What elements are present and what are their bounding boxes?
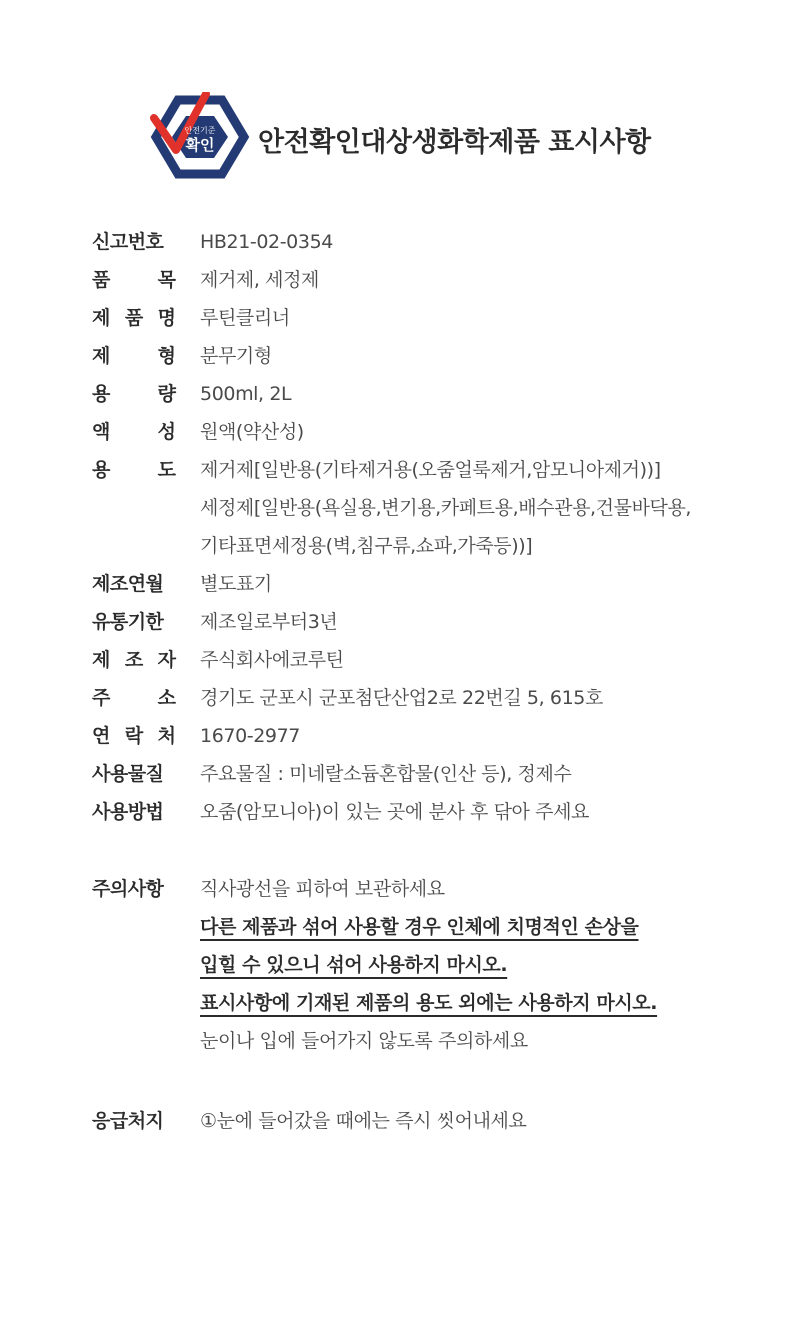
logo-small-text: 안전기준 [184, 126, 216, 135]
field-label: 주 소 [92, 687, 176, 709]
caution-label: 주의사항 [92, 878, 164, 900]
page-title: 안전확인대상생화학제품 표시사항 [258, 127, 651, 158]
field-value: 제조일로부터3년 [200, 611, 338, 633]
field-label: 액 성 [92, 421, 176, 443]
field-label: 유통기한 [92, 611, 164, 633]
field-value: HB21-02-0354 [200, 231, 333, 253]
field-value: 루틴클리너 [200, 307, 290, 329]
field-label: 신고번호 [92, 231, 164, 253]
header [0, 92, 800, 182]
field-label: 사용물질 [92, 763, 164, 785]
field-label: 제 형 [92, 345, 176, 367]
field-value: 1670-2977 [200, 725, 300, 747]
logo-big-text: 확인 [185, 136, 215, 154]
field-value: 오줌(암모니아)이 있는 곳에 분사 후 닦아 주세요 [200, 801, 589, 823]
caution-line: 직사광선을 피하여 보관하세요 [200, 878, 445, 900]
field-value: 경기도 군포시 군포첨단산업2로 22번길 5, 615호 [200, 687, 603, 709]
field-value: 별도표기 [200, 573, 272, 595]
usage-line: 세정제[일반용(욕실용,변기용,카페트용,배수관용,건물바닥용, [200, 497, 692, 519]
caution-warning-line: 다른 제품과 섞어 사용할 경우 인체에 치명적인 손상을 [200, 916, 639, 938]
first-aid-label: 응급처지 [92, 1110, 164, 1132]
field-label: 사용방법 [92, 801, 164, 823]
field-label: 제조연월 [92, 573, 164, 595]
caution-line: 눈이나 입에 들어가지 않도록 주의하세요 [200, 1030, 528, 1052]
field-value: 주식회사에코루틴 [200, 649, 344, 671]
field-label: 용 도 [92, 459, 176, 481]
field-label: 품 목 [92, 269, 176, 291]
field-value: 원액(약산성) [200, 421, 304, 443]
field-value: 주요물질 : 미네랄소듐혼합물(인산 등), 정제수 [200, 763, 572, 785]
field-label: 용 량 [92, 383, 176, 405]
safety-check-logo [150, 92, 250, 182]
caution-warning-line: 표시사항에 기재된 제품의 용도 외에는 사용하지 마시오. [200, 992, 658, 1014]
field-label: 제 조 자 [92, 649, 176, 671]
usage-line: 제거제[일반용(기타제거용(오줌얼룩제거,암모니아제거))] [200, 459, 661, 481]
usage-line: 기타표면세정용(벽,침구류,쇼파,가죽등))] [200, 535, 533, 557]
caution-warning-line: 입힐 수 있으니 섞어 사용하지 마시오. [200, 954, 508, 976]
first-aid-value: ①눈에 들어갔을 때에는 즉시 씻어내세요 [200, 1110, 527, 1132]
field-label: 연 락 처 [92, 725, 176, 747]
field-value: 500ml, 2L [200, 383, 292, 405]
field-value: 제거제, 세정제 [200, 269, 320, 291]
field-label: 제 품 명 [92, 307, 176, 329]
field-value: 분무기형 [200, 345, 272, 367]
